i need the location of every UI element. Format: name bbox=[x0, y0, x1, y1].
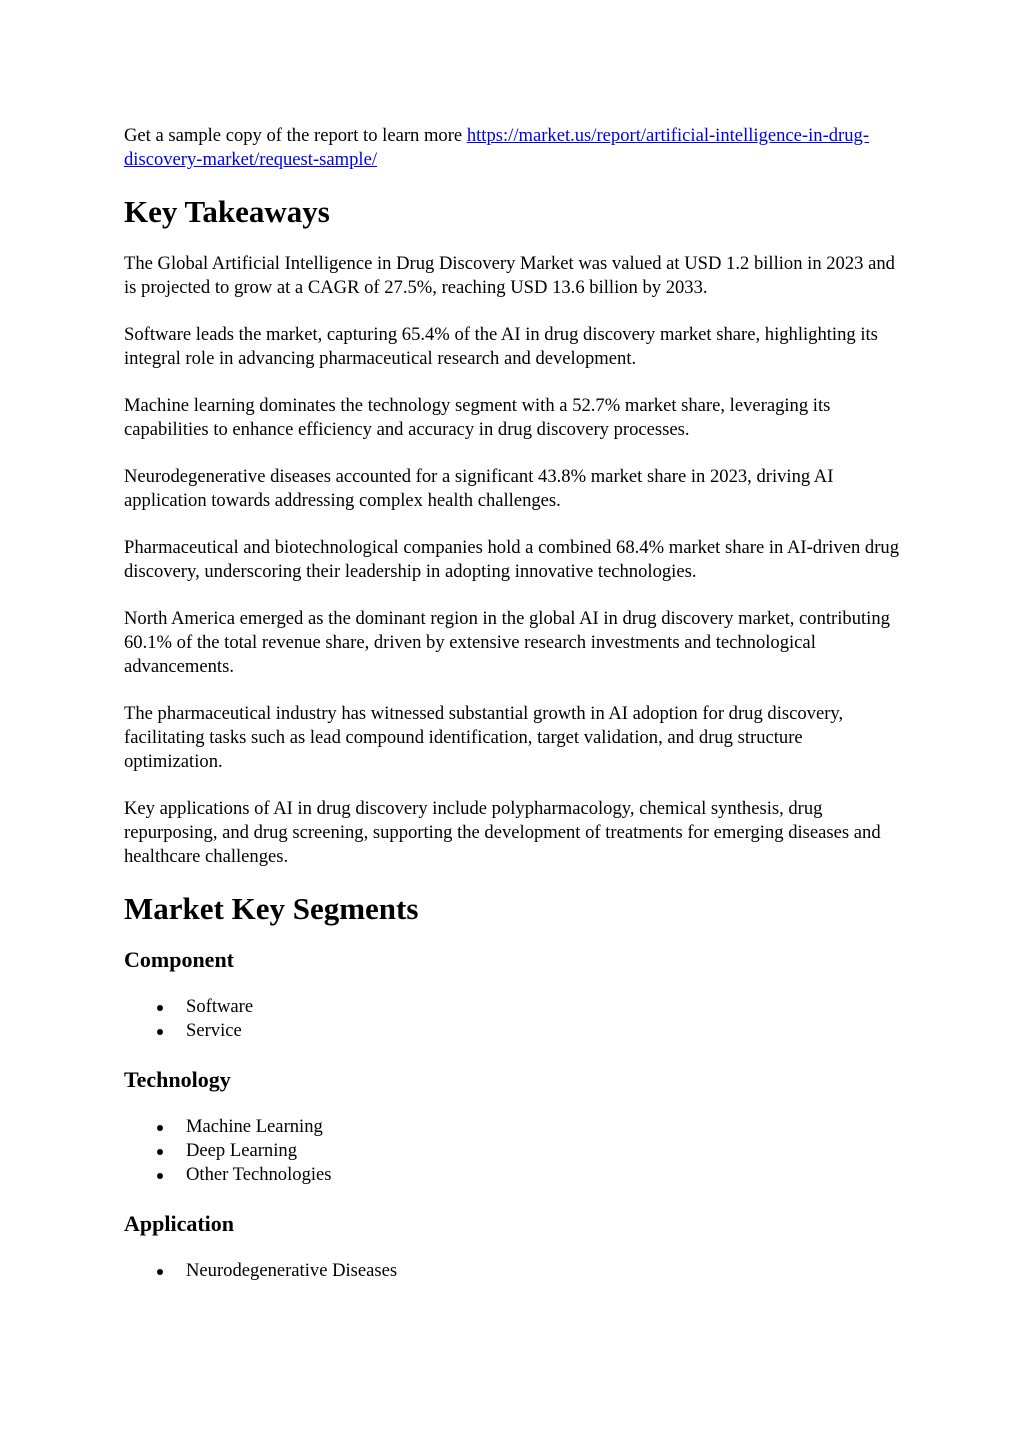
technology-list bbox=[124, 1115, 905, 1187]
bullet-icon bbox=[157, 1269, 163, 1275]
sample-copy-text: Get a sample copy of the report to learn more bbox=[124, 125, 467, 146]
technology-heading: Technology bbox=[124, 1067, 231, 1092]
takeaway-paragraph: The Global Artificial Intelligence in Drug Discovery Market was valued at USD 1.2 billion in 2023 and is projected to grow at a CAGR of 27.5%, reaching USD 13.6 billion by 2033. bbox=[124, 253, 895, 298]
application-heading: Application bbox=[124, 1211, 235, 1236]
bullet-icon bbox=[157, 1125, 163, 1131]
component-heading: Component bbox=[124, 947, 235, 972]
bullet-icon bbox=[157, 1005, 163, 1011]
list-item-label: Other Technologies bbox=[186, 1164, 332, 1185]
application-list bbox=[124, 1259, 905, 1283]
list-item bbox=[124, 1163, 905, 1187]
list-item-label: Software bbox=[186, 996, 254, 1017]
list-item-label: Machine Learning bbox=[186, 1116, 323, 1137]
key-takeaways-heading: Key Takeaways bbox=[124, 194, 330, 229]
key-takeaways-list bbox=[124, 252, 905, 869]
bullet-icon bbox=[157, 1173, 163, 1179]
list-item-label: Neurodegenerative Diseases bbox=[186, 1260, 398, 1281]
sample-copy-paragraph bbox=[124, 124, 905, 172]
list-item bbox=[124, 1139, 905, 1163]
list-item bbox=[124, 995, 905, 1019]
market-key-segments-heading: Market Key Segments bbox=[124, 891, 419, 926]
list-item-label: Service bbox=[186, 1020, 242, 1041]
list-item bbox=[124, 1019, 905, 1043]
bullet-icon bbox=[157, 1149, 163, 1155]
takeaway-paragraph: The pharmaceutical industry has witnessed substantial growth in AI adoption for drug discovery, facilitating tasks such as lead compound identification, target validation, and drug structure optimization. bbox=[124, 703, 844, 772]
takeaway-paragraph: Pharmaceutical and biotechnological companies hold a combined 68.4% market share in AI-driven drug discovery, underscoring their leadership in adopting innovative technologies. bbox=[124, 537, 900, 582]
takeaway-paragraph: Neurodegenerative diseases accounted for a significant 43.8% market share in 2023, driving AI application towards addressing complex health challenges. bbox=[124, 466, 834, 511]
takeaway-paragraph: Key applications of AI in drug discovery include polypharmacology, chemical synthesis, drug repurposing, and drug screening, supporting the development of treatments for emerging diseases and healthcare challenges. bbox=[124, 798, 881, 867]
list-item bbox=[124, 1259, 905, 1283]
list-item-label: Deep Learning bbox=[186, 1140, 297, 1161]
list-item bbox=[124, 1115, 905, 1139]
takeaway-paragraph: Machine learning dominates the technology segment with a 52.7% market share, leveraging its capabilities to enhance efficiency and accuracy in drug discovery processes. bbox=[124, 395, 831, 440]
takeaway-paragraph: Software leads the market, capturing 65.4% of the AI in drug discovery market share, highlighting its integral role in advancing pharmaceutical research and development. bbox=[124, 324, 878, 369]
component-list bbox=[124, 995, 905, 1043]
bullet-icon bbox=[157, 1029, 163, 1035]
takeaway-paragraph: North America emerged as the dominant region in the global AI in drug discovery market, contributing 60.1% of the total revenue share, driven by extensive research investments and technological advancements. bbox=[124, 608, 890, 677]
sample-request-link[interactable]: https://market.us/report/artificial-intelligence-in-drug-discovery-market/request-sample/ bbox=[124, 125, 870, 170]
